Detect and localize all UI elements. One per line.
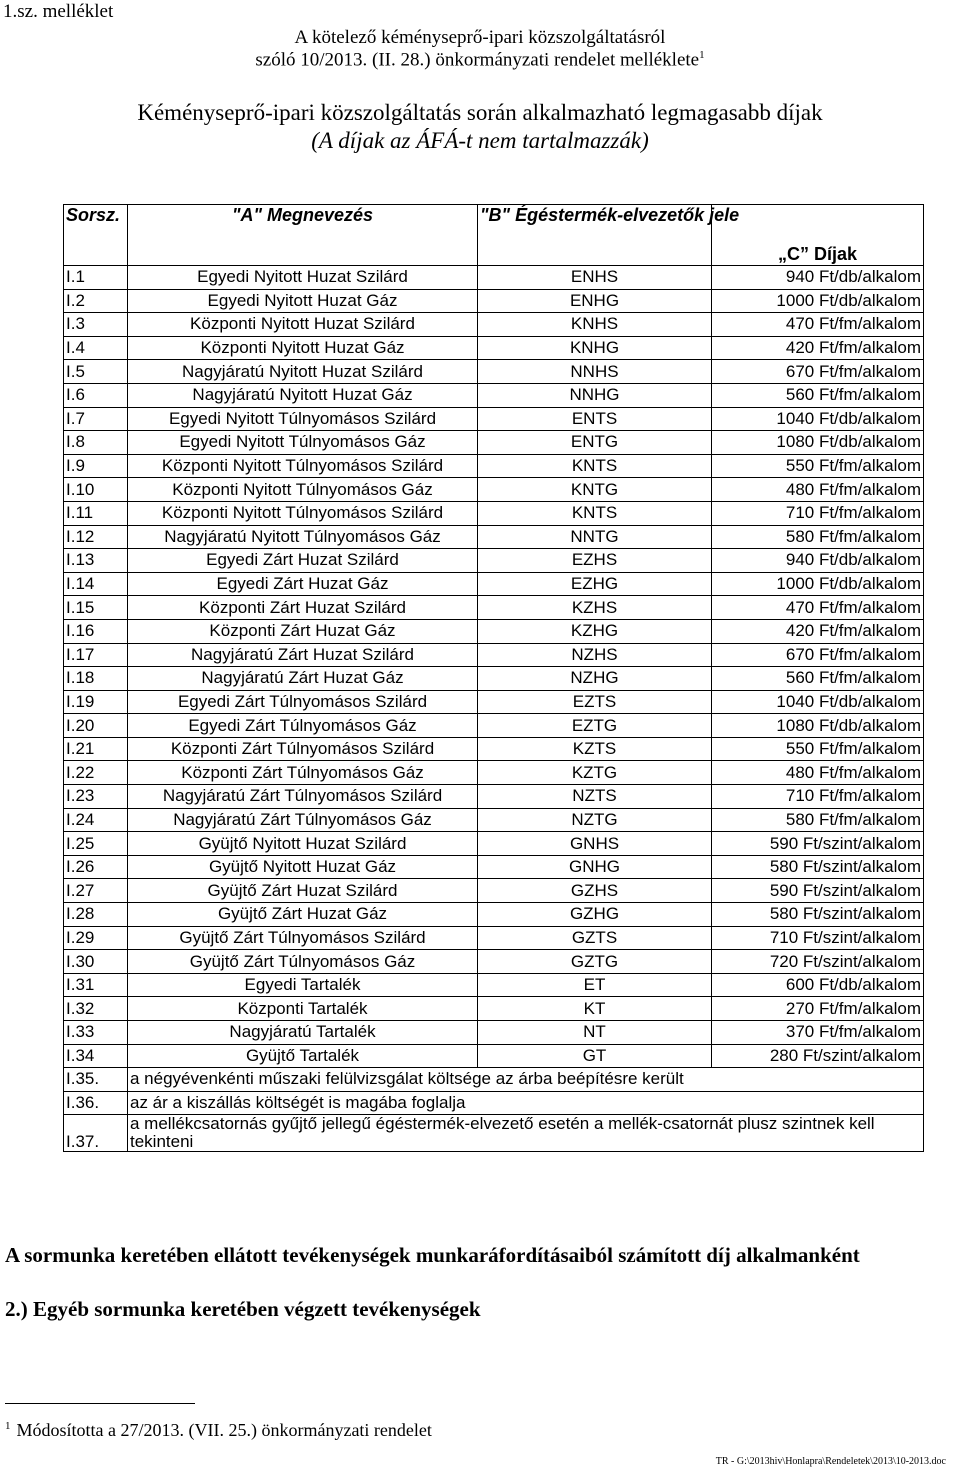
header-code: "B" Égéstermék-elvezetők jele: [478, 205, 712, 266]
fee-table-header: [64, 205, 924, 266]
note-text: a mellékcsatornás gyűjtő jellegű égéstermék-elvezető esetén a mellék-csatornát plusz szintnek kell tekinteni: [128, 1115, 924, 1152]
table-row: [64, 667, 924, 691]
header-number: Sorsz.: [64, 205, 128, 266]
decree-title-line2: [0, 49, 960, 71]
row-name: Gyüjtő Zárt Túlnyomásos Szilárd: [128, 926, 478, 950]
decree-title-line2-text: szóló 10/2013. (II. 28.) önkormányzati rendelet melléklete: [255, 49, 700, 71]
row-code: NNHG: [478, 383, 712, 407]
row-number: I.19: [64, 690, 128, 714]
note-text: az ár a kiszállás költségét is magába foglalja: [128, 1091, 924, 1115]
row-name: Központi Zárt Túlnyomásos Szilárd: [128, 737, 478, 761]
row-number: I.10: [64, 478, 128, 502]
row-fee: 470 Ft/fm/alkalom: [712, 313, 924, 337]
row-code: NNTG: [478, 525, 712, 549]
note-number: I.36.: [64, 1091, 128, 1115]
row-code: KNTS: [478, 501, 712, 525]
row-fee: 370 Ft/fm/alkalom: [712, 1021, 924, 1045]
row-name: Egyedi Zárt Túlnyomásos Szilárd: [128, 690, 478, 714]
row-code: EZTS: [478, 690, 712, 714]
row-code: NZHS: [478, 643, 712, 667]
table-row: [64, 289, 924, 313]
row-fee: 1040 Ft/db/alkalom: [712, 407, 924, 431]
row-number: I.1: [64, 266, 128, 290]
row-fee: 420 Ft/fm/alkalom: [712, 336, 924, 360]
table-row: [64, 690, 924, 714]
row-code: NZHG: [478, 667, 712, 691]
row-name: Központi Nyitott Túlnyomásos Gáz: [128, 478, 478, 502]
row-code: KZTS: [478, 737, 712, 761]
table-row: [64, 383, 924, 407]
row-name: Gyüjtő Nyitott Huzat Szilárd: [128, 832, 478, 856]
table-row: [64, 903, 924, 927]
row-number: I.3: [64, 313, 128, 337]
row-number: I.15: [64, 596, 128, 620]
row-fee: 420 Ft/fm/alkalom: [712, 619, 924, 643]
table-row: [64, 454, 924, 478]
footnote-marker-ref: 1: [699, 49, 705, 61]
table-row: [64, 832, 924, 856]
footnote-marker: 1: [5, 1420, 11, 1432]
annex-label: 1.sz. melléklet: [3, 1, 114, 22]
row-fee: 580 Ft/fm/alkalom: [712, 525, 924, 549]
row-fee: 720 Ft/szint/alkalom: [712, 950, 924, 974]
row-number: I.32: [64, 997, 128, 1021]
row-fee: 1000 Ft/db/alkalom: [712, 289, 924, 313]
row-name: Gyüjtő Zárt Huzat Szilárd: [128, 879, 478, 903]
row-fee: 670 Ft/fm/alkalom: [712, 360, 924, 384]
table-row: [64, 313, 924, 337]
row-name: Egyedi Nyitott Túlnyomásos Gáz: [128, 431, 478, 455]
section-heading-2: 2.) Egyéb sormunka keretében végzett tevékenységek: [5, 1297, 481, 1321]
row-fee: 580 Ft/szint/alkalom: [712, 903, 924, 927]
file-path: TR - G:\2013hiv\Honlapra\Rendeletek\2013\10-2013.doc: [715, 1456, 946, 1467]
row-fee: 940 Ft/db/alkalom: [712, 549, 924, 573]
row-number: I.17: [64, 643, 128, 667]
table-row: [64, 997, 924, 1021]
row-fee: 560 Ft/fm/alkalom: [712, 383, 924, 407]
row-name: Nagyjáratú Zárt Túlnyomásos Gáz: [128, 808, 478, 832]
table-row: [64, 714, 924, 738]
row-fee: 550 Ft/fm/alkalom: [712, 454, 924, 478]
table-row: [64, 572, 924, 596]
row-name: Gyüjtő Tartalék: [128, 1044, 478, 1068]
row-name: Központi Nyitott Huzat Szilárd: [128, 313, 478, 337]
table-row: [64, 855, 924, 879]
row-name: Központi Zárt Huzat Szilárd: [128, 596, 478, 620]
row-code: GZHG: [478, 903, 712, 927]
row-number: I.2: [64, 289, 128, 313]
row-fee: 480 Ft/fm/alkalom: [712, 478, 924, 502]
vat-note: (A díjak az ÁFÁ-t nem tartalmazzák): [311, 128, 649, 153]
row-code: KZTG: [478, 761, 712, 785]
table-row: [64, 431, 924, 455]
note-row: [64, 1091, 924, 1115]
row-fee: 480 Ft/fm/alkalom: [712, 761, 924, 785]
row-fee: 1040 Ft/db/alkalom: [712, 690, 924, 714]
header-fee: „C” Díjak: [712, 205, 924, 266]
row-fee: 1000 Ft/db/alkalom: [712, 572, 924, 596]
row-number: I.6: [64, 383, 128, 407]
row-number: I.7: [64, 407, 128, 431]
row-code: GNHG: [478, 855, 712, 879]
table-row: [64, 926, 924, 950]
row-fee: 470 Ft/fm/alkalom: [712, 596, 924, 620]
table-row: [64, 619, 924, 643]
table-row: [64, 336, 924, 360]
row-code: KT: [478, 997, 712, 1021]
table-row: [64, 761, 924, 785]
row-code: ENHS: [478, 266, 712, 290]
row-name: Központi Nyitott Túlnyomásos Szilárd: [128, 501, 478, 525]
row-name: Központi Zárt Túlnyomásos Gáz: [128, 761, 478, 785]
row-fee: 940 Ft/db/alkalom: [712, 266, 924, 290]
note-row: [64, 1115, 924, 1152]
table-row: [64, 643, 924, 667]
row-number: I.21: [64, 737, 128, 761]
row-fee: 710 Ft/fm/alkalom: [712, 785, 924, 809]
row-code: KNHS: [478, 313, 712, 337]
row-number: I.22: [64, 761, 128, 785]
row-fee: 580 Ft/szint/alkalom: [712, 855, 924, 879]
footnote-text: Módosította a 27/2013. (VII. 25.) önkormányzati rendelet: [16, 1420, 432, 1440]
table-row: [64, 549, 924, 573]
row-code: GZHS: [478, 879, 712, 903]
row-name: Egyedi Tartalék: [128, 973, 478, 997]
row-number: I.13: [64, 549, 128, 573]
row-code: EZHS: [478, 549, 712, 573]
row-code: KNTG: [478, 478, 712, 502]
row-fee: 560 Ft/fm/alkalom: [712, 667, 924, 691]
row-name: Gyüjtő Zárt Huzat Gáz: [128, 903, 478, 927]
row-fee: 600 Ft/db/alkalom: [712, 973, 924, 997]
table-row: [64, 525, 924, 549]
row-name: Egyedi Zárt Túlnyomásos Gáz: [128, 714, 478, 738]
row-fee: 670 Ft/fm/alkalom: [712, 643, 924, 667]
row-name: Egyedi Zárt Huzat Gáz: [128, 572, 478, 596]
row-code: GT: [478, 1044, 712, 1068]
fee-table-body: [64, 266, 924, 1152]
row-name: Egyedi Nyitott Huzat Gáz: [128, 289, 478, 313]
row-code: ENTG: [478, 431, 712, 455]
row-fee: 710 Ft/szint/alkalom: [712, 926, 924, 950]
fee-table: [63, 204, 924, 1152]
row-code: KZHS: [478, 596, 712, 620]
row-number: I.11: [64, 501, 128, 525]
row-name: Nagyjáratú Nyitott Túlnyomásos Gáz: [128, 525, 478, 549]
row-code: ENHG: [478, 289, 712, 313]
row-code: KNTS: [478, 454, 712, 478]
table-row: [64, 266, 924, 290]
row-number: I.12: [64, 525, 128, 549]
table-row: [64, 879, 924, 903]
note-row: [64, 1068, 924, 1092]
row-name: Nagyjáratú Zárt Huzat Gáz: [128, 667, 478, 691]
row-name: Gyüjtő Zárt Túlnyomásos Gáz: [128, 950, 478, 974]
row-number: I.9: [64, 454, 128, 478]
row-number: I.18: [64, 667, 128, 691]
row-number: I.28: [64, 903, 128, 927]
row-number: I.16: [64, 619, 128, 643]
table-row: [64, 360, 924, 384]
footnote: [5, 1420, 432, 1441]
row-code: NZTS: [478, 785, 712, 809]
row-fee: 270 Ft/fm/alkalom: [712, 997, 924, 1021]
row-code: KZHG: [478, 619, 712, 643]
row-code: KNHG: [478, 336, 712, 360]
row-name: Nagyjáratú Nyitott Huzat Szilárd: [128, 360, 478, 384]
row-number: I.27: [64, 879, 128, 903]
row-number: I.29: [64, 926, 128, 950]
row-code: NNHS: [478, 360, 712, 384]
row-name: Nagyjáratú Zárt Túlnyomásos Szilárd: [128, 785, 478, 809]
row-code: GNHS: [478, 832, 712, 856]
row-number: I.14: [64, 572, 128, 596]
table-row: [64, 407, 924, 431]
table-row: [64, 501, 924, 525]
row-fee: 590 Ft/szint/alkalom: [712, 832, 924, 856]
row-name: Nagyjáratú Tartalék: [128, 1021, 478, 1045]
row-name: Egyedi Nyitott Huzat Szilárd: [128, 266, 478, 290]
row-number: I.4: [64, 336, 128, 360]
row-fee: 550 Ft/fm/alkalom: [712, 737, 924, 761]
row-name: Központi Nyitott Túlnyomásos Szilárd: [128, 454, 478, 478]
table-row: [64, 478, 924, 502]
row-code: ET: [478, 973, 712, 997]
row-name: Központi Nyitott Huzat Gáz: [128, 336, 478, 360]
fee-table-title: Kéményseprő-ipari közszolgáltatás során alkalmazható legmagasabb díjak: [137, 100, 823, 125]
table-row: [64, 785, 924, 809]
row-number: I.20: [64, 714, 128, 738]
row-number: I.33: [64, 1021, 128, 1045]
note-number: I.37.: [64, 1115, 128, 1152]
table-row: [64, 808, 924, 832]
row-name: Nagyjáratú Nyitott Huzat Gáz: [128, 383, 478, 407]
table-row: [64, 737, 924, 761]
row-name: Egyedi Zárt Huzat Szilárd: [128, 549, 478, 573]
row-name: Központi Tartalék: [128, 997, 478, 1021]
row-name: Nagyjáratú Zárt Huzat Szilárd: [128, 643, 478, 667]
row-fee: 580 Ft/fm/alkalom: [712, 808, 924, 832]
row-number: I.25: [64, 832, 128, 856]
row-code: NZTG: [478, 808, 712, 832]
row-name: Egyedi Nyitott Túlnyomásos Szilárd: [128, 407, 478, 431]
decree-title-line1: A kötelező kéményseprő-ipari közszolgáltatásról: [294, 27, 666, 48]
row-name: Központi Zárt Huzat Gáz: [128, 619, 478, 643]
table-row: [64, 596, 924, 620]
row-number: I.23: [64, 785, 128, 809]
header-name: "A" Megnevezés: [128, 205, 478, 266]
row-code: EZTG: [478, 714, 712, 738]
row-fee: 710 Ft/fm/alkalom: [712, 501, 924, 525]
table-row: [64, 973, 924, 997]
row-fee: 590 Ft/szint/alkalom: [712, 879, 924, 903]
row-name: Gyüjtő Nyitott Huzat Gáz: [128, 855, 478, 879]
footnote-separator: [5, 1403, 195, 1404]
note-text: a négyévenkénti műszaki felülvizsgálat költsége az árba beépítésre került: [128, 1068, 924, 1092]
row-number: I.31: [64, 973, 128, 997]
row-fee: 1080 Ft/db/alkalom: [712, 431, 924, 455]
table-row: [64, 1021, 924, 1045]
row-number: I.8: [64, 431, 128, 455]
row-code: GZTG: [478, 950, 712, 974]
row-code: GZTS: [478, 926, 712, 950]
row-code: ENTS: [478, 407, 712, 431]
row-number: I.24: [64, 808, 128, 832]
row-code: EZHG: [478, 572, 712, 596]
row-number: I.26: [64, 855, 128, 879]
row-number: I.30: [64, 950, 128, 974]
row-number: I.5: [64, 360, 128, 384]
row-code: NT: [478, 1021, 712, 1045]
section-heading-1: A sormunka keretében ellátott tevékenységek munkaráfordításaiból számított díj alkalmanként: [5, 1243, 860, 1267]
row-fee: 1080 Ft/db/alkalom: [712, 714, 924, 738]
table-row: [64, 1044, 924, 1068]
row-number: I.34: [64, 1044, 128, 1068]
row-fee: 280 Ft/szint/alkalom: [712, 1044, 924, 1068]
note-number: I.35.: [64, 1068, 128, 1092]
table-row: [64, 950, 924, 974]
